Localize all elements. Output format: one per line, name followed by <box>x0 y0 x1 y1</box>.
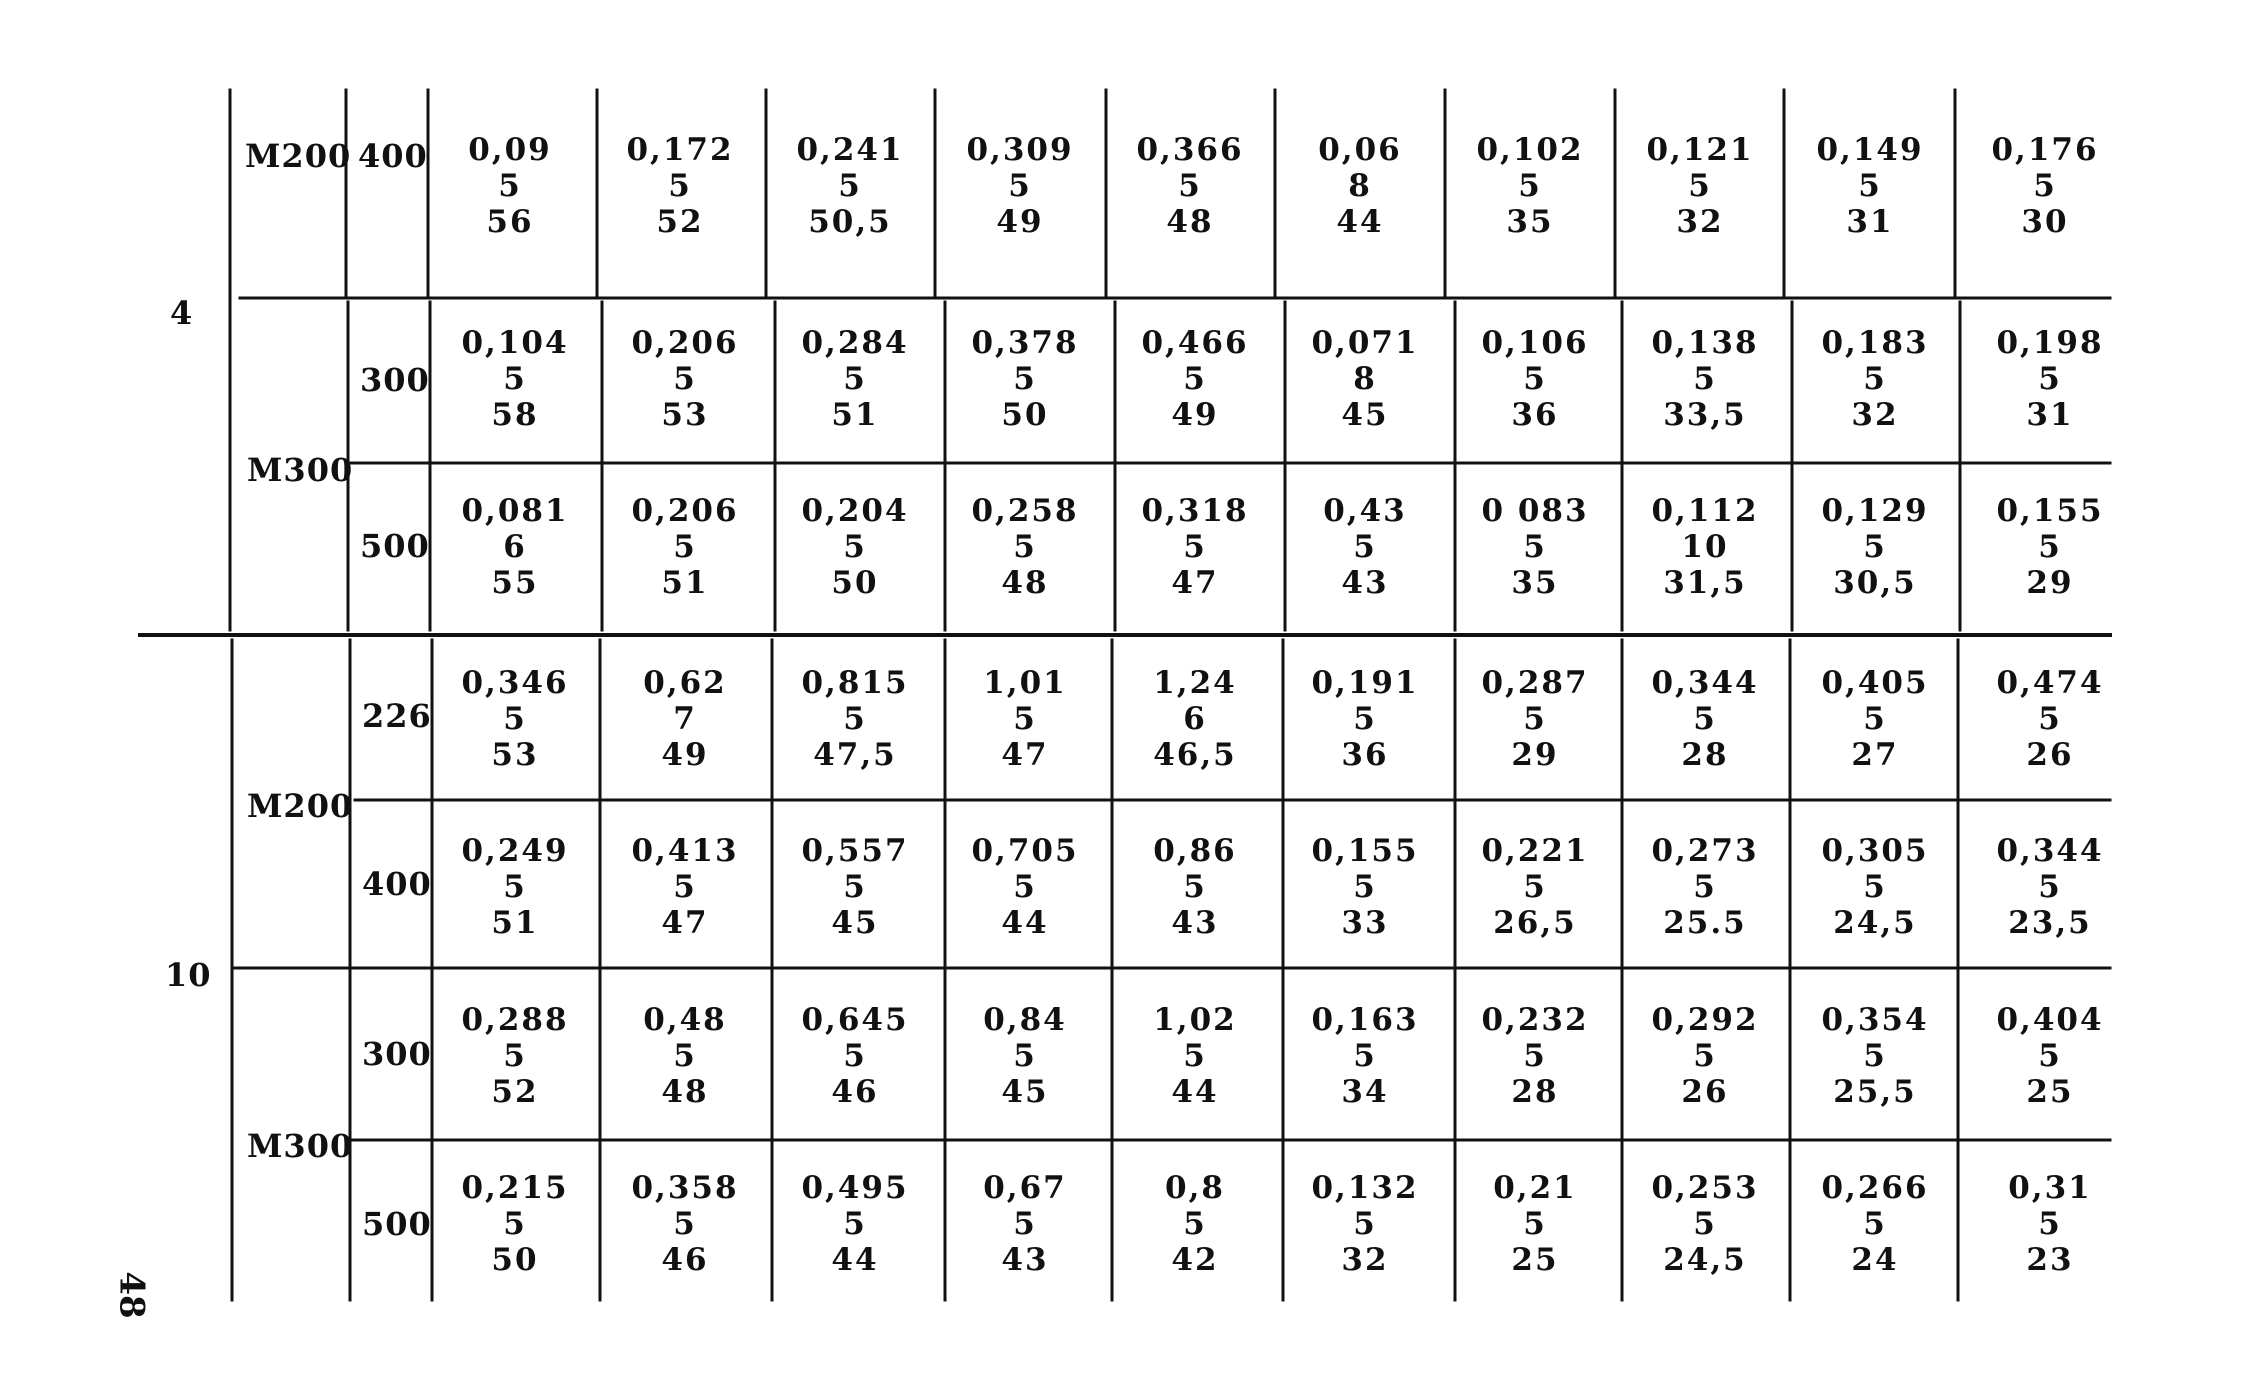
table-cell <box>970 493 1080 601</box>
table-cell <box>630 493 740 601</box>
cell-value: 51 <box>491 905 539 941</box>
table-cell <box>625 132 735 240</box>
cell-value: 29 <box>2026 565 2074 601</box>
cell-value: 5 <box>2038 701 2062 737</box>
cell-value: 0,67 <box>983 1170 1067 1206</box>
cell-value: 5 <box>503 361 527 397</box>
cell-value: 5 <box>1863 1038 1887 1074</box>
table-cell <box>630 1170 740 1278</box>
cell-value: 28 <box>1511 1074 1559 1110</box>
cell-value: 48 <box>661 1074 709 1110</box>
cell-value: 0,346 <box>461 665 569 701</box>
cell-value: 5 <box>1693 1038 1717 1074</box>
thickness-label-4: 4 <box>170 294 194 332</box>
table-cell <box>1995 665 2105 773</box>
cell-value: 5 <box>1353 1038 1377 1074</box>
table-cell <box>800 665 910 773</box>
cell-value: 0,112 <box>1651 493 1759 529</box>
cell-value: 49 <box>996 204 1044 240</box>
table-cell <box>460 493 570 601</box>
cell-value: 6 <box>1183 701 1207 737</box>
cell-value: 0,292 <box>1651 1002 1759 1038</box>
cell-value: 0,206 <box>631 325 739 361</box>
cell-value: 5 <box>1353 529 1377 565</box>
cell-value: 0,21 <box>1493 1170 1577 1206</box>
cell-value: 5 <box>1693 361 1717 397</box>
dose-label: 400 <box>358 137 428 175</box>
cell-value: 5 <box>1178 168 1202 204</box>
cell-value: 5 <box>1523 361 1547 397</box>
cell-value: 0,215 <box>461 1170 569 1206</box>
cell-value: 5 <box>1693 869 1717 905</box>
cell-value: 0,31 <box>2008 1170 2092 1206</box>
cell-value: 0,287 <box>1481 665 1589 701</box>
cell-value: 26,5 <box>1493 905 1577 941</box>
table-cell <box>1480 665 1590 773</box>
cell-value: 5 <box>1353 1206 1377 1242</box>
table-cell <box>1480 1002 1590 1110</box>
table-cell <box>970 1002 1080 1110</box>
cell-value: 44 <box>1336 204 1384 240</box>
cell-value: 5 <box>1353 701 1377 737</box>
cell-value: 44 <box>1171 1074 1219 1110</box>
dose-label: 226 <box>362 697 432 735</box>
cell-value: 43 <box>1171 905 1219 941</box>
cell-value: 5 <box>1353 869 1377 905</box>
cell-value: 5 <box>843 1206 867 1242</box>
cell-value: 5 <box>673 361 697 397</box>
cell-value: 0,318 <box>1141 493 1249 529</box>
cell-value: 32 <box>1676 204 1724 240</box>
table-cell <box>630 665 740 773</box>
cell-value: 5 <box>2038 869 2062 905</box>
table-cell <box>460 325 570 433</box>
cell-value: 0,557 <box>801 833 909 869</box>
thickness-label-10: 10 <box>165 956 212 994</box>
table-cell <box>1140 833 1250 941</box>
cell-value: 53 <box>491 737 539 773</box>
cell-value: 5 <box>1858 168 1882 204</box>
cell-value: 50 <box>491 1242 539 1278</box>
cell-value: 47,5 <box>813 737 897 773</box>
cell-value: 0,344 <box>1651 665 1759 701</box>
cell-value: 0,253 <box>1651 1170 1759 1206</box>
cell-value: 0,354 <box>1821 1002 1929 1038</box>
cell-value: 0,106 <box>1481 325 1589 361</box>
cell-value: 0,8 <box>1165 1170 1225 1206</box>
cell-value: 0,206 <box>631 493 739 529</box>
cell-value: 0,405 <box>1821 665 1929 701</box>
cell-value: 5 <box>1863 1206 1887 1242</box>
table-cell <box>1140 665 1250 773</box>
cell-value: 49 <box>661 737 709 773</box>
cell-value: 5 <box>1693 701 1717 737</box>
cell-value: 0,155 <box>1996 493 2104 529</box>
cell-value: 35 <box>1506 204 1554 240</box>
cell-value: 28 <box>1681 737 1729 773</box>
cell-value: 0,138 <box>1651 325 1759 361</box>
table-cell <box>455 132 565 240</box>
cell-value: 0,344 <box>1996 833 2104 869</box>
cell-value: 29 <box>1511 737 1559 773</box>
cell-value: 7 <box>673 701 697 737</box>
table-cell <box>800 493 910 601</box>
cell-value: 5 <box>1863 529 1887 565</box>
cell-value: 50,5 <box>808 204 892 240</box>
table-cell <box>970 325 1080 433</box>
table-cell <box>1310 325 1420 433</box>
cell-value: 49 <box>1171 397 1219 433</box>
cell-value: 43 <box>1341 565 1389 601</box>
table-cell <box>1140 1170 1250 1278</box>
table-cell <box>1475 132 1585 240</box>
cell-value: 0,466 <box>1141 325 1249 361</box>
cell-value: 0,815 <box>801 665 909 701</box>
table-cell <box>1820 1002 1930 1110</box>
cell-value: 24,5 <box>1833 905 1917 941</box>
cell-value: 5 <box>843 701 867 737</box>
cell-value: 0,221 <box>1481 833 1589 869</box>
dose-label: 300 <box>360 361 430 399</box>
cell-value: 0,183 <box>1821 325 1929 361</box>
cell-value: 58 <box>491 397 539 433</box>
cell-value: 0,62 <box>643 665 727 701</box>
cell-value: 5 <box>1183 529 1207 565</box>
cell-value: 5 <box>2038 1038 2062 1074</box>
cell-value: 0,358 <box>631 1170 739 1206</box>
cell-value: 0,309 <box>966 132 1074 168</box>
cell-value: 46 <box>831 1074 879 1110</box>
table-cell <box>1310 833 1420 941</box>
table-cell <box>1480 1170 1590 1278</box>
cell-value: 45 <box>1001 1074 1049 1110</box>
cell-value: 1,02 <box>1153 1002 1237 1038</box>
table-cell <box>460 665 570 773</box>
table-cell <box>970 665 1080 773</box>
cell-value: 46 <box>661 1242 709 1278</box>
cell-value: 47 <box>661 905 709 941</box>
cell-value: 51 <box>661 565 709 601</box>
table-cell <box>1990 132 2100 240</box>
cell-value: 5 <box>1523 701 1547 737</box>
cell-value: 0,43 <box>1323 493 1407 529</box>
cell-value: 5 <box>668 168 692 204</box>
cell-value: 0,198 <box>1996 325 2104 361</box>
cell-value: 5 <box>673 1206 697 1242</box>
cell-value: 5 <box>2038 529 2062 565</box>
cell-value: 36 <box>1511 397 1559 433</box>
grade-label: M200 <box>247 787 354 825</box>
table-cell <box>795 132 905 240</box>
cell-value: 0,163 <box>1311 1002 1419 1038</box>
cell-value: 50 <box>831 565 879 601</box>
cell-value: 5 <box>843 1038 867 1074</box>
table-cell <box>800 833 910 941</box>
cell-value: 45 <box>1341 397 1389 433</box>
table-cell <box>965 132 1075 240</box>
table-cell <box>1650 493 1760 601</box>
cell-value: 0,305 <box>1821 833 1929 869</box>
cell-value: 31 <box>2026 397 2074 433</box>
cell-value: 5 <box>1688 168 1712 204</box>
cell-value: 33 <box>1341 905 1389 941</box>
cell-value: 24 <box>1851 1242 1899 1278</box>
cell-value: 33,5 <box>1663 397 1747 433</box>
cell-value: 0,404 <box>1996 1002 2104 1038</box>
cell-value: 55 <box>491 565 539 601</box>
table-cell <box>1650 1170 1760 1278</box>
cell-value: 0 083 <box>1481 493 1589 529</box>
cell-value: 5 <box>1008 168 1032 204</box>
table-cell <box>970 833 1080 941</box>
table-cell <box>630 325 740 433</box>
cell-value: 34 <box>1341 1074 1389 1110</box>
cell-value: 48 <box>1166 204 1214 240</box>
cell-value: 0,191 <box>1311 665 1419 701</box>
cell-value: 25,5 <box>1833 1074 1917 1110</box>
cell-value: 1,24 <box>1153 665 1237 701</box>
cell-value: 0,104 <box>461 325 569 361</box>
cell-value: 5 <box>498 168 522 204</box>
cell-value: 5 <box>1863 869 1887 905</box>
cell-value: 25 <box>2026 1074 2074 1110</box>
cell-value: 5 <box>1183 1206 1207 1242</box>
cell-value: 5 <box>503 701 527 737</box>
cell-value: 8 <box>1353 361 1377 397</box>
cell-value: 5 <box>1183 1038 1207 1074</box>
cell-value: 0,86 <box>1153 833 1237 869</box>
cell-value: 5 <box>843 529 867 565</box>
cell-value: 32 <box>1851 397 1899 433</box>
cell-value: 5 <box>1523 869 1547 905</box>
cell-value: 5 <box>2033 168 2057 204</box>
cell-value: 0,176 <box>1991 132 2099 168</box>
cell-value: 5 <box>1013 529 1037 565</box>
table-cell <box>800 1170 910 1278</box>
cell-value: 5 <box>503 1038 527 1074</box>
cell-value: 5 <box>838 168 862 204</box>
grade-label: M300 <box>247 451 354 489</box>
cell-value: 0,284 <box>801 325 909 361</box>
cell-value: 0,204 <box>801 493 909 529</box>
cell-value: 0,09 <box>468 132 552 168</box>
grade-label: M300 <box>247 1127 354 1165</box>
cell-value: 47 <box>1001 737 1049 773</box>
table-cell <box>630 833 740 941</box>
cell-value: 44 <box>1001 905 1049 941</box>
dose-label: 300 <box>362 1035 432 1073</box>
cell-value: 5 <box>1518 168 1542 204</box>
table-cell <box>1650 325 1760 433</box>
grade-label: M200 <box>245 137 352 175</box>
cell-value: 52 <box>656 204 704 240</box>
cell-value: 5 <box>2038 361 2062 397</box>
cell-value: 1,01 <box>983 665 1067 701</box>
table-cell <box>1995 493 2105 601</box>
cell-value: 5 <box>843 869 867 905</box>
table-cell <box>1310 1002 1420 1110</box>
table-cell <box>1140 493 1250 601</box>
cell-value: 0,84 <box>983 1002 1067 1038</box>
table-cell <box>1310 1170 1420 1278</box>
cell-value: 30 <box>2021 204 2069 240</box>
cell-value: 0,266 <box>1821 1170 1929 1206</box>
cell-value: 0,48 <box>643 1002 727 1038</box>
cell-value: 5 <box>2038 1206 2062 1242</box>
table-cell <box>1480 833 1590 941</box>
table-cell <box>1305 132 1415 240</box>
cell-value: 53 <box>661 397 709 433</box>
cell-value: 43 <box>1001 1242 1049 1278</box>
cell-value: 0,249 <box>461 833 569 869</box>
cell-value: 56 <box>486 204 534 240</box>
cell-value: 5 <box>1183 361 1207 397</box>
cell-value: 24,5 <box>1663 1242 1747 1278</box>
cell-value: 32 <box>1341 1242 1389 1278</box>
table-cell <box>1995 1002 2105 1110</box>
table-cell <box>1650 665 1760 773</box>
page-number: 48 <box>111 1271 152 1319</box>
table-cell <box>1820 493 1930 601</box>
cell-value: 0,071 <box>1311 325 1419 361</box>
cell-value: 48 <box>1001 565 1049 601</box>
cell-value: 25 <box>1511 1242 1559 1278</box>
cell-value: 0,102 <box>1476 132 1584 168</box>
cell-value: 5 <box>503 1206 527 1242</box>
cell-value: 44 <box>831 1242 879 1278</box>
cell-value: 0,705 <box>971 833 1079 869</box>
table-cell <box>1995 1170 2105 1278</box>
cell-value: 25.5 <box>1663 905 1747 941</box>
cell-value: 5 <box>1183 869 1207 905</box>
cell-value: 5 <box>1523 1206 1547 1242</box>
cell-value: 5 <box>1013 701 1037 737</box>
cell-value: 0,645 <box>801 1002 909 1038</box>
cell-value: 0,121 <box>1646 132 1754 168</box>
cell-value: 0,081 <box>461 493 569 529</box>
cell-value: 0,495 <box>801 1170 909 1206</box>
dose-label: 400 <box>362 865 432 903</box>
table-cell <box>1820 833 1930 941</box>
cell-value: 26 <box>1681 1074 1729 1110</box>
table-cell <box>1995 325 2105 433</box>
dose-label: 500 <box>360 527 430 565</box>
cell-value: 0,241 <box>796 132 904 168</box>
cell-value: 0,232 <box>1481 1002 1589 1038</box>
table-cell <box>460 1002 570 1110</box>
cell-value: 0,129 <box>1821 493 1929 529</box>
table-cell <box>1140 1002 1250 1110</box>
cell-value: 23,5 <box>2008 905 2092 941</box>
table-cell <box>460 833 570 941</box>
cell-value: 45 <box>831 905 879 941</box>
cell-value: 23 <box>2026 1242 2074 1278</box>
cell-value: 42 <box>1171 1242 1219 1278</box>
cell-value: 5 <box>1523 529 1547 565</box>
cell-value: 0,378 <box>971 325 1079 361</box>
table-cell <box>1650 1002 1760 1110</box>
table-cell <box>970 1170 1080 1278</box>
cell-value: 0,273 <box>1651 833 1759 869</box>
cell-value: 0,288 <box>461 1002 569 1038</box>
cell-value: 6 <box>503 529 527 565</box>
cell-value: 31,5 <box>1663 565 1747 601</box>
cell-value: 5 <box>673 1038 697 1074</box>
cell-value: 52 <box>491 1074 539 1110</box>
table-cell <box>460 1170 570 1278</box>
cell-value: 5 <box>1013 1206 1037 1242</box>
table-cell <box>1820 325 1930 433</box>
cell-value: 8 <box>1348 168 1372 204</box>
cell-value: 5 <box>1863 361 1887 397</box>
table-cell <box>1310 493 1420 601</box>
cell-value: 47 <box>1171 565 1219 601</box>
cell-value: 27 <box>1851 737 1899 773</box>
cell-value: 5 <box>1013 361 1037 397</box>
cell-value: 5 <box>673 869 697 905</box>
cell-value: 0,132 <box>1311 1170 1419 1206</box>
table-cell <box>630 1002 740 1110</box>
cell-value: 10 <box>1681 529 1729 565</box>
table-cell <box>1140 325 1250 433</box>
cell-value: 5 <box>1013 1038 1037 1074</box>
cell-value: 51 <box>831 397 879 433</box>
cell-value: 5 <box>503 869 527 905</box>
cell-value: 35 <box>1511 565 1559 601</box>
table-cell <box>1995 833 2105 941</box>
cell-value: 0,366 <box>1136 132 1244 168</box>
dose-label: 500 <box>362 1205 432 1243</box>
cell-value: 0,155 <box>1311 833 1419 869</box>
table-cell <box>1815 132 1925 240</box>
cell-value: 36 <box>1341 737 1389 773</box>
cell-value: 26 <box>2026 737 2074 773</box>
table-cell <box>1480 325 1590 433</box>
table-cell <box>1135 132 1245 240</box>
cell-value: 5 <box>673 529 697 565</box>
cell-value: 50 <box>1001 397 1049 433</box>
cell-value: 0,172 <box>626 132 734 168</box>
table-cell <box>1820 665 1930 773</box>
table-cell <box>1820 1170 1930 1278</box>
table-cell <box>1650 833 1760 941</box>
cell-value: 46,5 <box>1153 737 1237 773</box>
cell-value: 31 <box>1846 204 1894 240</box>
cell-value: 0,06 <box>1318 132 1402 168</box>
cell-value: 0,258 <box>971 493 1079 529</box>
table-cell <box>1645 132 1755 240</box>
cell-value: 5 <box>1693 1206 1717 1242</box>
cell-value: 5 <box>843 361 867 397</box>
cell-value: 0,474 <box>1996 665 2104 701</box>
cell-value: 0,413 <box>631 833 739 869</box>
table-cell <box>1480 493 1590 601</box>
table-cell <box>1310 665 1420 773</box>
table-cell <box>800 1002 910 1110</box>
cell-value: 0,149 <box>1816 132 1924 168</box>
table-cell <box>800 325 910 433</box>
cell-value: 5 <box>1523 1038 1547 1074</box>
cell-value: 5 <box>1863 701 1887 737</box>
cell-value: 5 <box>1013 869 1037 905</box>
cell-value: 30,5 <box>1833 565 1917 601</box>
